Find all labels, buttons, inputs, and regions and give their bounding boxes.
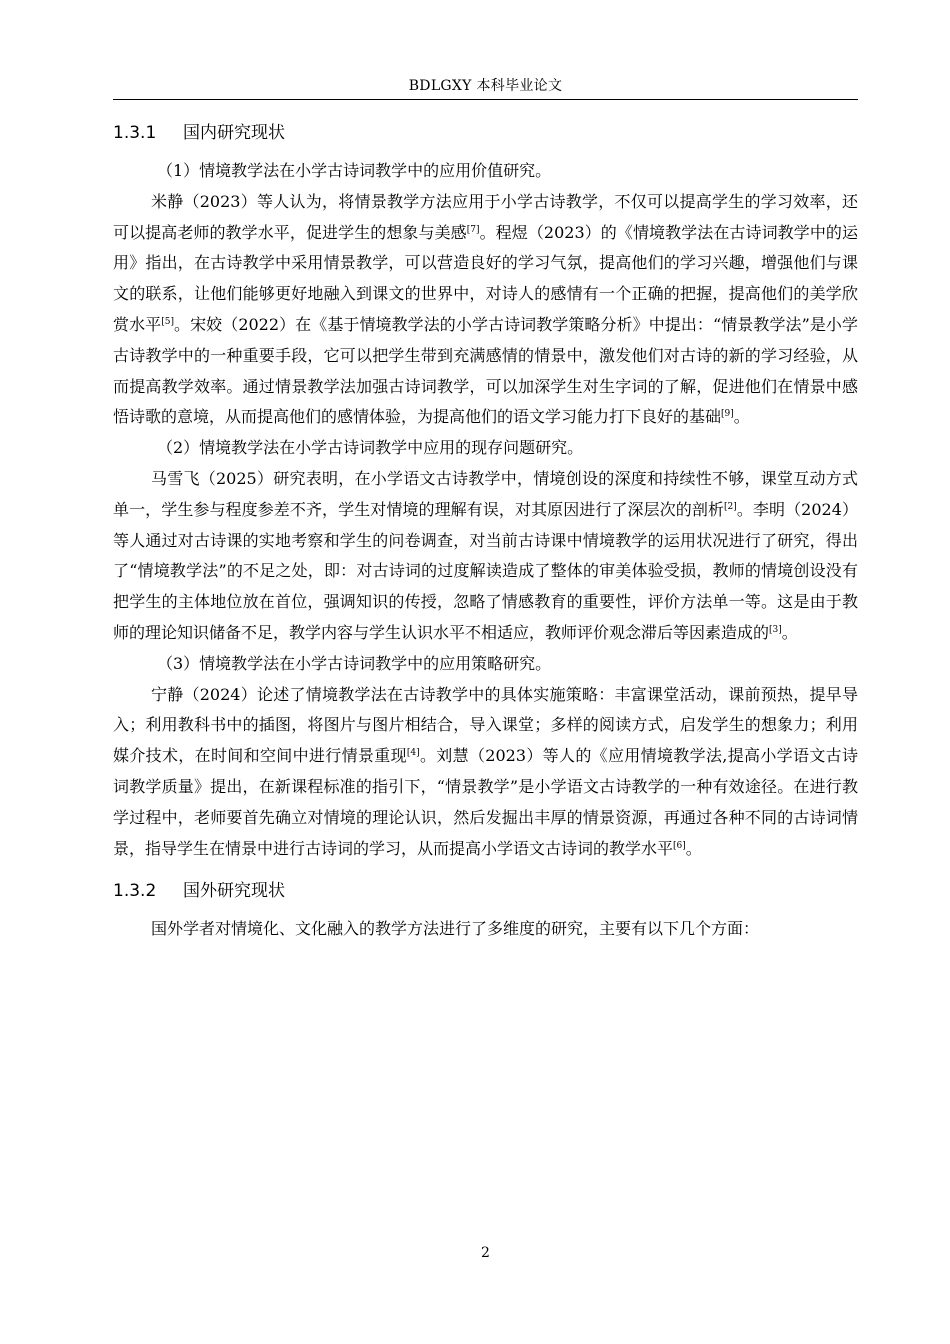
section-number: 1.3.2 [113,881,157,902]
page-number: 2 [481,1245,490,1261]
paragraph-application-value: 米静（2023）等人认为，将情景教学方法应用于小学古诗教学，不仅可以提高学生的学习效率，还可以提高老师的教学水平，促进学生的想象与美感[7]。程煜（2023）的《情境教学法在古诗词教学中的运用》指出，在古诗教学中采用情景教学，可以营造良好的学习气氛，提高他们的学习兴趣，增强他们与课文的联系，让他们能够更好地融入到课文的世界中，对诗人的感情有一个正确的把握，提高他们的美学欣赏水平[5]。宋姣（2022）在《基于情境教学法的小学古诗词教学策略分析》中提出：“情景教学法”是小学古诗教学中的一种重要手段，它可以把学生带到充满感情的情景中，激发他们对古诗的新的学习经验，从而提高教学效率。通过情景教学法加强古诗词教学，可以加深学生对生字词的了解，促进他们在情景中感悟诗歌的意境，从而提高他们的感情体验，为提高他们的语文学习能力打下良好的基础[9]。 [113,191,858,427]
citation-ref: [4] [406,748,420,759]
header-divider [113,99,858,100]
paragraph-existing-problems: 马雪飞（2025）研究表明，在小学语文古诗教学中，情境创设的深度和持续性不够，课堂互动方式单一，学生参与程度参差不齐，学生对情境的理解有误，对其原因进行了深层次的剖析[2]。李明（2024）等人通过对古诗课的实地考察和学生的问卷调查，对当前古诗课中情境教学的运用状况进行了研究，得出了“情境教学法”的不足之处，即：对古诗词的过度解读造成了整体的审美体验受损，教师的情境创设没有把学生的主体地位放在首位，强调知识的传授，忽略了情感教育的重要性，评价方法单一等。这是由于教师的理论知识储备不足，教学内容与学生认识水平不相适应，教师评价观念滞后等因素造成的[3]。 [113,468,858,642]
citation-ref: [2] [724,501,737,512]
paragraph-application-strategy: 宁静（2024）论述了情境教学法在古诗教学中的具体实施策略：丰富课堂活动，课前预热，提早导入；利用教科书中的插图，将图片与图片相结合，导入课堂；多样的阅读方式，启发学生的想象力；利用媒介技术，在时间和空间中进行情景重现[4]。刘慧（2023）等人的《应用情境教学法,提高小学语文古诗词教学质量》提出，在新课程标准的指引下，“情景教学”是小学语文古诗教学的一种有效途径。在进行教学过程中，老师要首先确立对情境的理论认识，然后发掘出丰厚的情景资源，再通过各种不同的古诗词情景，指导学生在情景中进行古诗词的学习，从而提高小学语文古诗词的教学水平[6]。 [113,684,858,858]
paragraph-foreign-intro: 国外学者对情境化、文化融入的教学方法进行了多维度的研究，主要有以下几个方面： [151,919,760,939]
section-title: 国内研究现状 [183,123,285,143]
citation-ref: [3] [769,624,782,635]
running-header: BDLGXY 本科毕业论文 [408,78,563,94]
citation-ref: [6] [673,840,686,851]
page-content [113,118,858,945]
section-title: 国外研究现状 [183,881,285,902]
subheading-application-strategy: （3）情境教学法在小学古诗词教学中的应用策略研究。 [157,653,552,673]
citation-ref: [5] [161,316,174,327]
section-heading-foreign [113,876,858,906]
subheading-application-value: （1）情境教学法在小学古诗词教学中的应用价值研究。 [157,161,552,180]
citation-ref: [9] [721,409,734,420]
citation-ref: [7] [466,224,480,235]
subheading-existing-problems: （2）情境教学法在小学古诗词教学中应用的现存问题研究。 [157,438,584,458]
section-heading-domestic [113,118,858,148]
section-number: 1.3.1 [113,123,157,143]
